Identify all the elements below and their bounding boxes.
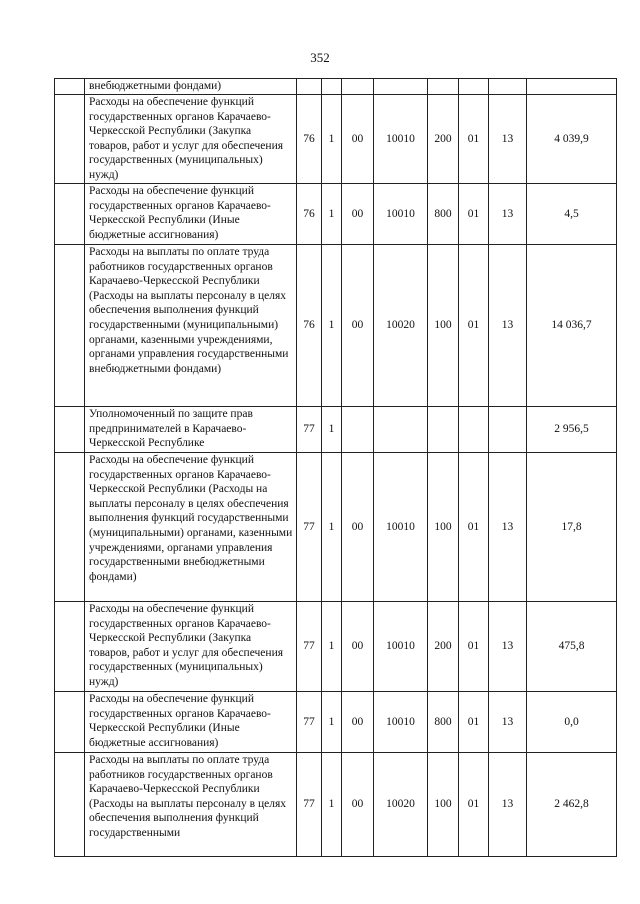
row-description: Расходы на обеспечение функций государственных органов Карачаево-Черкесской Республики (Иные бюджетные ассигнования) [85,184,297,245]
row-index-cell [55,692,85,753]
code-4-cell: 10020 [374,245,428,407]
code-3-cell: 00 [342,184,374,245]
code-2-cell: 1 [322,245,342,407]
table-row [55,95,617,184]
code-7-cell: 13 [489,184,527,245]
row-description: Расходы на обеспечение функций государственных органов Карачаево-Черкесской Республики (Закупка товаров, работ и услуг для обеспечения государственных (муниципальных) нужд) [85,95,297,184]
amount-cell: 14 036,7 [527,245,617,407]
row-index-cell [55,453,85,602]
code-3-cell [342,79,374,95]
code-5-cell: 100 [428,245,459,407]
code-2-cell: 1 [322,753,342,857]
code-1-cell: 77 [297,602,322,692]
code-3-cell: 00 [342,453,374,602]
row-description: Уполномоченный по защите прав предпринимателей в Карачаево-Черкесской Республике [85,407,297,453]
table-row [55,407,617,453]
row-index-cell [55,753,85,857]
amount-cell: 2 462,8 [527,753,617,857]
code-4-cell: 10010 [374,602,428,692]
row-description: Расходы на выплаты по оплате труда работников государственных органов Карачаево-Черкесской Республики (Расходы на выплаты персоналу в целях обеспечения выполнения функций государственными [85,753,297,857]
table-row [55,184,617,245]
code-5-cell: 200 [428,602,459,692]
code-3-cell [342,407,374,453]
table-row [55,245,617,407]
code-7-cell: 13 [489,95,527,184]
code-1-cell: 76 [297,245,322,407]
code-4-cell [374,79,428,95]
code-2-cell [322,79,342,95]
code-7-cell [489,407,527,453]
code-6-cell: 01 [459,95,489,184]
code-1-cell: 77 [297,753,322,857]
code-5-cell: 800 [428,692,459,753]
page-number: 352 [310,50,330,65]
code-2-cell: 1 [322,692,342,753]
code-6-cell: 01 [459,453,489,602]
row-index-cell [55,95,85,184]
code-2-cell: 1 [322,453,342,602]
code-7-cell: 13 [489,753,527,857]
code-1-cell: 77 [297,407,322,453]
table-row [55,692,617,753]
code-4-cell: 10010 [374,453,428,602]
amount-cell: 4,5 [527,184,617,245]
code-5-cell: 100 [428,753,459,857]
code-3-cell: 00 [342,95,374,184]
code-6-cell: 01 [459,602,489,692]
code-6-cell: 01 [459,184,489,245]
code-1-cell [297,79,322,95]
table-body [55,79,617,857]
code-2-cell: 1 [322,95,342,184]
table-row [55,602,617,692]
row-description: Расходы на выплаты по оплате труда работников государственных органов Карачаево-Черкесской Республики (Расходы на выплаты персоналу в целях обеспечения выполнения функций государственными (муниципальными) органами, казенными учреждениями, органами управления государственными внебюджетными фондами) [85,245,297,407]
code-5-cell: 100 [428,453,459,602]
code-7-cell: 13 [489,245,527,407]
code-4-cell: 10020 [374,753,428,857]
code-1-cell: 77 [297,453,322,602]
code-4-cell [374,407,428,453]
code-4-cell: 10010 [374,184,428,245]
row-description: Расходы на обеспечение функций государственных органов Карачаево-Черкесской Республики (Расходы на выплаты персоналу в целях обеспечения выполнения функций государственными (муниципальными) органами, казенными учреждениями, органами управления государственными внебюджетными фондами) [85,453,297,602]
code-6-cell [459,79,489,95]
code-2-cell: 1 [322,407,342,453]
row-index-cell [55,407,85,453]
row-description: Расходы на обеспечение функций государственных органов Карачаево-Черкесской Республики (Иные бюджетные ассигнования) [85,692,297,753]
row-index-cell [55,602,85,692]
code-7-cell: 13 [489,602,527,692]
code-3-cell: 00 [342,692,374,753]
table-row [55,79,617,95]
code-6-cell: 01 [459,245,489,407]
code-2-cell: 1 [322,602,342,692]
code-2-cell: 1 [322,184,342,245]
code-3-cell: 00 [342,602,374,692]
amount-cell [527,79,617,95]
code-6-cell [459,407,489,453]
code-7-cell: 13 [489,692,527,753]
code-5-cell: 800 [428,184,459,245]
amount-cell: 0,0 [527,692,617,753]
code-6-cell: 01 [459,692,489,753]
amount-cell: 17,8 [527,453,617,602]
amount-cell: 475,8 [527,602,617,692]
row-index-cell [55,245,85,407]
budget-table [54,78,617,857]
code-5-cell: 200 [428,95,459,184]
code-7-cell: 13 [489,453,527,602]
code-4-cell: 10010 [374,692,428,753]
code-7-cell [489,79,527,95]
table-row [55,453,617,602]
code-3-cell: 00 [342,245,374,407]
row-index-cell [55,184,85,245]
amount-cell: 4 039,9 [527,95,617,184]
code-6-cell: 01 [459,753,489,857]
code-1-cell: 76 [297,184,322,245]
code-1-cell: 76 [297,95,322,184]
code-3-cell: 00 [342,753,374,857]
row-description: внебюджетными фондами) [85,79,297,95]
code-4-cell: 10010 [374,95,428,184]
code-5-cell [428,79,459,95]
amount-cell: 2 956,5 [527,407,617,453]
code-1-cell: 77 [297,692,322,753]
row-description: Расходы на обеспечение функций государственных органов Карачаево-Черкесской Республики (Закупка товаров, работ и услуг для обеспечения государственных (муниципальных) нужд) [85,602,297,692]
row-index-cell [55,79,85,95]
table-row [55,753,617,857]
code-5-cell [428,407,459,453]
